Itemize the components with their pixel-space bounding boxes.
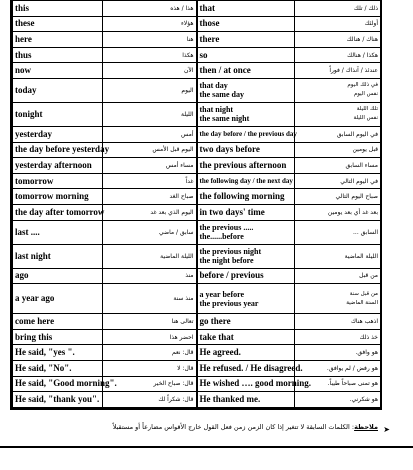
direct-speech-arabic-cell — [103, 63, 197, 79]
cell-text: أولئك — [364, 20, 378, 28]
cell-text: اليوم الذي بعد غد — [150, 208, 194, 216]
direct-speech-arabic-cell — [103, 126, 197, 142]
reported-speech-cell — [197, 32, 295, 48]
reported-speech-arabic-cell — [295, 189, 381, 205]
reported-speech-cell — [197, 314, 295, 330]
direct-speech-arabic-cell — [103, 142, 197, 158]
direct-speech-cell — [13, 1, 103, 17]
cell-text: الليلة الماضية — [160, 252, 194, 260]
cell-text: the same day — [199, 90, 244, 100]
reported-speech-arabic-cell — [295, 63, 381, 79]
note-text: : الكلمات السابقة لا تتغير إذا كان الزمن زمن فعل القول خارج الأقواس مضارعاً أو مستقبلاً — [112, 423, 355, 431]
direct-speech-cell — [13, 142, 110, 158]
table-row — [13, 220, 381, 244]
cell-text: He said, "yes ". — [15, 347, 75, 358]
cell-text: اليوم قبل الأمس — [152, 146, 194, 154]
cell-text: the......before — [199, 232, 244, 242]
cell-text: these — [15, 18, 35, 29]
cell-text: tomorrow — [15, 175, 54, 186]
cell-text: عندئذ / آنذاك / فوراً — [329, 67, 378, 75]
cell-text: هناك / هنالك — [346, 35, 378, 43]
reported-speech-cell — [197, 376, 312, 392]
direct-speech-arabic-cell — [103, 1, 197, 17]
reported-speech-cell — [197, 268, 295, 284]
cell-text: قال: شكراً لك — [158, 395, 194, 403]
cell-text: غداً — [185, 177, 194, 185]
table-row — [13, 173, 381, 189]
direct-speech-cell — [13, 314, 103, 330]
cell-text: هو وافق. — [355, 349, 378, 357]
cell-text: منذ — [185, 272, 194, 280]
cell-text: قبل يومين — [352, 146, 378, 154]
direct-speech-arabic-cell — [103, 32, 197, 48]
cell-text: مساء أمس — [165, 161, 194, 169]
direct-speech-cell — [13, 244, 103, 268]
grammar-note — [10, 423, 390, 441]
cell-text: اليوم — [181, 86, 194, 94]
cell-text: مساء السابق — [345, 161, 378, 169]
reported-speech-cell — [197, 284, 295, 314]
direct-speech-arabic-cell — [103, 329, 197, 345]
reported-speech-arabic-cell — [295, 314, 381, 330]
reported-speech-cell — [197, 102, 295, 126]
cell-text: last night — [15, 250, 51, 261]
reported-speech-arabic-cell — [295, 268, 381, 284]
table-row — [13, 376, 381, 392]
cell-text: the following day / the next day — [199, 176, 293, 185]
cell-text: tomorrow morning — [15, 191, 89, 202]
reported-speech-cell — [197, 126, 295, 142]
cell-text: صباح الغد — [169, 193, 194, 201]
cell-text: the same night — [199, 114, 250, 124]
reported-speech-arabic-cell — [295, 284, 381, 314]
cell-text: نفس الليلة — [353, 115, 378, 122]
table-row — [13, 126, 381, 142]
cell-text: قال: صباح الخير — [153, 380, 194, 388]
table-row — [13, 204, 381, 220]
reported-speech-cell — [197, 16, 295, 32]
cell-text: in two days' time — [199, 206, 265, 217]
cell-text: اذهب هناك — [350, 317, 378, 325]
cell-text: هؤلاء — [180, 20, 194, 28]
cell-text: هنا — [186, 35, 194, 43]
direct-speech-cell — [13, 78, 103, 102]
table-row — [13, 189, 381, 205]
reported-speech-arabic-cell — [295, 173, 381, 189]
table-row — [13, 345, 381, 361]
cell-text: السابق ... — [353, 228, 378, 236]
reported-speech-arabic-cell — [295, 220, 381, 244]
cell-text: ذلك / تلك — [353, 4, 378, 12]
cell-text: احضر هذا — [169, 333, 194, 341]
cell-text: He said, "thank you". — [15, 393, 100, 404]
direct-speech-cell — [13, 126, 103, 142]
cell-text: He thanked me. — [199, 393, 261, 404]
cell-text: the day before yesterday — [15, 144, 110, 155]
reported-speech-arabic-cell — [295, 244, 381, 268]
reported-speech-arabic-cell — [295, 126, 381, 142]
cell-text: a year before — [199, 289, 245, 299]
direct-speech-cell — [13, 63, 103, 79]
bottom-divider — [0, 446, 413, 448]
reported-speech-arabic-cell — [295, 345, 381, 361]
conversion-table-body — [13, 1, 381, 408]
cell-text: that night — [199, 105, 234, 115]
table-row — [13, 63, 381, 79]
cell-text: now — [15, 65, 32, 76]
direct-speech-arabic-cell — [103, 314, 197, 330]
direct-speech-cell — [13, 284, 103, 314]
direct-speech-cell — [13, 392, 103, 408]
cell-text: two days before — [199, 144, 260, 155]
direct-speech-arabic-cell — [103, 284, 197, 314]
cell-text: أمس — [180, 130, 194, 138]
cell-text: ago — [15, 270, 29, 281]
cell-text: then / at once — [199, 65, 251, 76]
cell-text: those — [199, 18, 220, 29]
reported-speech-arabic-cell — [295, 360, 381, 376]
table-row — [13, 244, 381, 268]
cell-text: yesterday — [15, 128, 52, 139]
cell-text: He said, "No". — [15, 362, 72, 373]
direct-speech-cell — [13, 47, 103, 63]
cell-text: هو شكرني. — [349, 395, 378, 403]
conversion-table-sheet — [10, 0, 382, 410]
direct-speech-arabic-cell — [103, 204, 197, 220]
cell-text: هكذا — [182, 51, 194, 59]
reported-speech-cell — [197, 392, 295, 408]
cell-text: He wished …. good morning. — [199, 378, 312, 389]
cell-text: the following morning — [199, 191, 285, 202]
cell-text: منذ سنة — [173, 295, 194, 303]
reported-speech-cell — [197, 220, 295, 244]
reported-speech-arabic-cell — [295, 16, 381, 32]
conversion-table — [12, 0, 381, 408]
cell-text: before / previous — [199, 270, 264, 281]
direct-speech-arabic-cell — [103, 392, 197, 408]
table-row — [13, 268, 381, 284]
direct-speech-arabic-cell — [103, 47, 197, 63]
direct-speech-arabic-cell — [103, 345, 197, 361]
table-row — [13, 1, 381, 17]
reported-speech-cell — [197, 142, 295, 158]
reported-speech-cell — [197, 329, 295, 345]
reported-speech-cell — [197, 1, 295, 17]
direct-speech-arabic-cell — [103, 189, 197, 205]
cell-text: bring this — [15, 331, 53, 342]
direct-speech-cell — [13, 360, 103, 376]
cell-text: في ذلك اليوم — [347, 82, 378, 89]
cell-text: الآن — [184, 67, 194, 75]
cell-text: that — [199, 2, 215, 13]
table-row — [13, 78, 381, 102]
table-row — [13, 360, 381, 376]
cell-text: come here — [15, 315, 55, 326]
table-row — [13, 102, 381, 126]
direct-speech-cell — [13, 329, 103, 345]
cell-text: the day before / the previous day — [199, 129, 297, 138]
cell-text: the day after tomorrow — [15, 206, 105, 217]
direct-speech-arabic-cell — [103, 16, 197, 32]
reported-speech-cell — [197, 204, 295, 220]
direct-speech-cell — [13, 189, 103, 205]
direct-speech-cell — [13, 376, 117, 392]
cell-text: نفس اليوم — [353, 91, 378, 98]
reported-speech-arabic-cell — [295, 142, 381, 158]
direct-speech-cell — [13, 173, 103, 189]
reported-speech-arabic-cell — [295, 78, 381, 102]
table-row — [13, 158, 381, 174]
table-row — [13, 314, 381, 330]
cell-text: تعالى هنا — [171, 317, 194, 325]
cell-text: هو تمنى صباحاً طيباً. — [327, 380, 378, 388]
cell-text: قال: لا — [177, 364, 194, 372]
reported-speech-arabic-cell — [295, 329, 381, 345]
cell-text: في اليوم التالي — [340, 177, 378, 185]
cell-text: سابق / ماضي — [158, 228, 194, 236]
direct-speech-cell — [13, 345, 103, 361]
direct-speech-arabic-cell — [103, 78, 197, 102]
cell-text: هذا / هذه — [170, 4, 194, 12]
arrow-icon: ➤ — [383, 425, 390, 434]
reported-speech-cell — [197, 360, 303, 376]
cell-text: this — [15, 2, 30, 13]
reported-speech-cell — [197, 244, 295, 268]
direct-speech-arabic-cell — [103, 173, 197, 189]
cell-text: الليلة — [181, 110, 194, 118]
cell-text: من قبل سنة — [349, 290, 378, 297]
cell-text: بعد غد أي بعد يومين — [327, 208, 378, 216]
reported-speech-arabic-cell — [295, 1, 381, 17]
reported-speech-arabic-cell — [295, 392, 381, 408]
direct-speech-arabic-cell — [103, 268, 197, 284]
cell-text: صباح اليوم التالي — [335, 193, 378, 201]
table-row — [13, 284, 381, 314]
cell-text: last .... — [15, 226, 40, 237]
reported-speech-cell — [197, 345, 295, 361]
direct-speech-cell — [13, 102, 103, 126]
reported-speech-arabic-cell — [295, 102, 381, 126]
direct-speech-arabic-cell — [103, 102, 197, 126]
direct-speech-cell — [13, 204, 103, 220]
direct-speech-cell — [13, 220, 103, 244]
direct-speech-cell — [13, 16, 103, 32]
cell-text: He agreed. — [199, 347, 241, 358]
cell-text: the previous year — [199, 298, 259, 308]
reported-speech-arabic-cell — [295, 204, 381, 220]
direct-speech-cell — [13, 268, 103, 284]
reported-speech-arabic-cell — [295, 32, 381, 48]
cell-text: خذ ذلك — [359, 333, 378, 341]
cell-text: the night before — [199, 256, 254, 266]
direct-speech-arabic-cell — [103, 360, 197, 376]
cell-text: tonight — [15, 108, 43, 119]
cell-text: there — [199, 33, 220, 44]
cell-text: هكذا / هنالك — [347, 51, 378, 59]
cell-text: take that — [199, 331, 234, 342]
reported-speech-cell — [197, 47, 295, 63]
table-row — [13, 16, 381, 32]
cell-text: go there — [199, 315, 231, 326]
cell-text: السنة الماضية — [346, 299, 378, 306]
cell-text: today — [15, 84, 37, 95]
reported-speech-cell — [197, 63, 295, 79]
direct-speech-cell — [13, 32, 103, 48]
reported-speech-arabic-cell — [295, 47, 381, 63]
cell-text: He refused. / He disagreed. — [199, 362, 303, 373]
cell-text: في اليوم السابق — [336, 130, 378, 138]
cell-text: the previous afternoon — [199, 159, 287, 170]
cell-text: هو رفض / لم يوافق. — [326, 364, 378, 372]
cell-text: yesterday afternoon — [15, 159, 92, 170]
reported-speech-arabic-cell — [295, 158, 381, 174]
cell-text: the previous night — [199, 247, 262, 257]
cell-text: a year ago — [15, 293, 55, 304]
cell-text: تلك الليلة — [356, 106, 378, 113]
cell-text: He said, "Good morning". — [15, 378, 117, 389]
reported-speech-cell — [197, 78, 295, 102]
reported-speech-cell — [197, 158, 295, 174]
cell-text: الليلة الماضية — [344, 252, 378, 260]
note-label: ملاحظة — [354, 423, 378, 431]
direct-speech-cell — [13, 158, 103, 174]
reported-speech-cell — [197, 189, 295, 205]
cell-text: so — [199, 49, 208, 60]
direct-speech-arabic-cell — [103, 220, 197, 244]
table-row — [13, 392, 381, 408]
cell-text: قال: نعم — [171, 349, 194, 357]
cell-text: thus — [15, 49, 32, 60]
direct-speech-arabic-cell — [103, 158, 197, 174]
table-row — [13, 329, 381, 345]
table-row — [13, 47, 381, 63]
cell-text: here — [15, 33, 32, 44]
table-row — [13, 32, 381, 48]
cell-text: the previous ..... — [199, 223, 254, 233]
cell-text: من قبل — [359, 272, 378, 280]
cell-text: that day — [199, 81, 228, 91]
reported-speech-cell — [197, 173, 295, 189]
table-row — [13, 142, 381, 158]
direct-speech-arabic-cell — [103, 244, 197, 268]
